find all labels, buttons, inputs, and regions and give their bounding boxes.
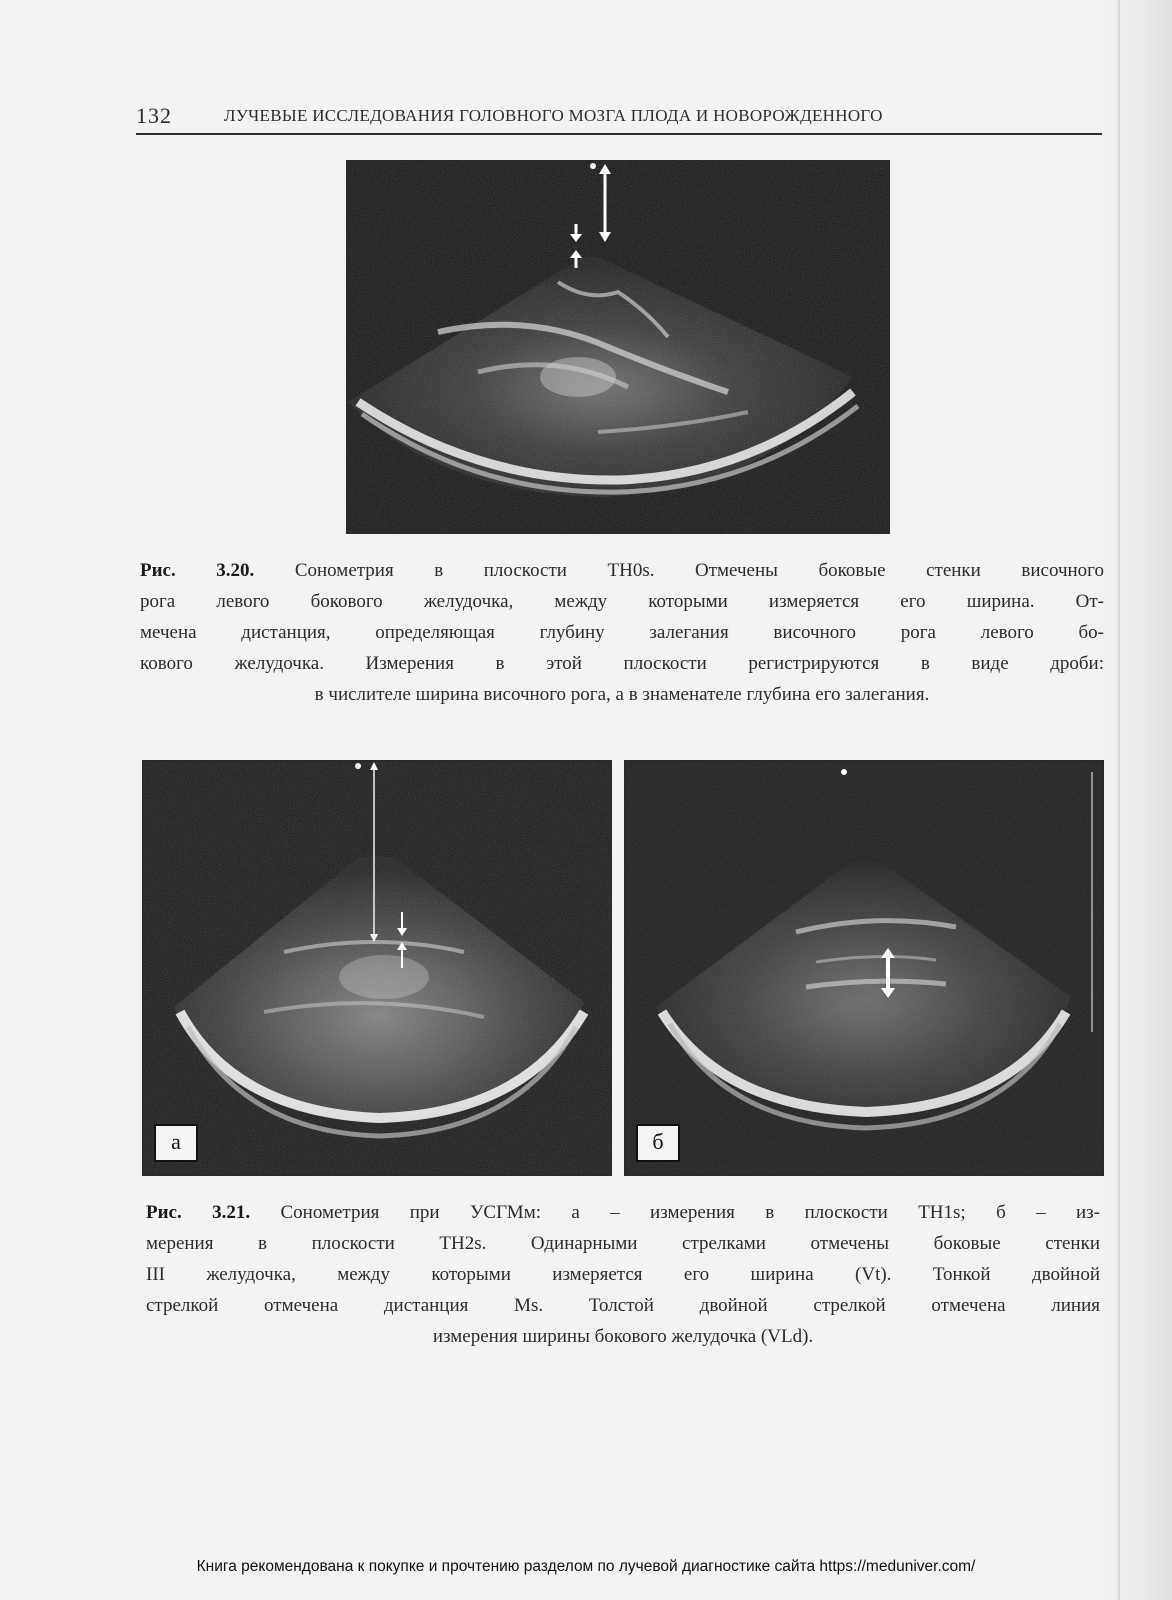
caption-line: мерения в плоскости TH2s. Одинарными стрелками отмечены боковые стенки: [146, 1233, 1100, 1254]
header-rule: [136, 133, 1102, 135]
caption-line: рога левого бокового желудочка, между которыми измеряется его ширина. От-: [140, 591, 1104, 612]
figure-3-21b-ultrasound-image: [624, 760, 1104, 1176]
caption-line: III желудочка, между которыми измеряется его ширина (Vt). Тонкой двойной: [146, 1264, 1100, 1285]
figure-3-20-ultrasound-image: [346, 160, 890, 534]
chapter-running-title: ЛУЧЕВЫЕ ИССЛЕДОВАНИЯ ГОЛОВНОГО МОЗГА ПЛОДА И НОВОРОЖДЕННОГО: [224, 106, 883, 125]
caption-line: Сонометрия при УСГМм: а – измерения в плоскости TH1s; б – из-: [280, 1202, 1100, 1223]
caption-line: измерения ширины бокового желудочка (VLd).: [432, 1326, 814, 1347]
caption-line: стрелкой отмечена дистанция Ms. Толстой двойной стрелкой отмечена линия: [146, 1295, 1100, 1316]
figure-3-21-caption: [146, 1197, 1100, 1352]
panel-label-a: а: [154, 1124, 198, 1162]
running-header: [136, 103, 1100, 133]
caption-line: мечена дистанция, определяющая глубину залегания височного рога левого бо-: [140, 622, 1104, 643]
figure-3-21-id: Рис. 3.21.: [146, 1202, 251, 1223]
figure-3-20-caption: [140, 555, 1104, 710]
figure-3-21a-ultrasound-image: [142, 760, 612, 1176]
footer-recommendation-note: Книга рекомендована к покупке и прочтению разделом по лучевой диагностике сайта https://meduniver.com/: [196, 1558, 976, 1575]
caption-line: в числителе ширина височного рога, а в знаменателе глубина его залегания.: [314, 684, 930, 705]
figure-3-20-id: Рис. 3.20.: [140, 560, 255, 581]
page-number: 132: [136, 103, 172, 128]
caption-line: кового желудочка. Измерения в этой плоскости регистрируются в виде дроби:: [140, 653, 1104, 674]
panel-label-b: б: [636, 1124, 680, 1162]
caption-line: Сонометрия в плоскости TH0s. Отмечены боковые стенки височного: [294, 560, 1104, 581]
